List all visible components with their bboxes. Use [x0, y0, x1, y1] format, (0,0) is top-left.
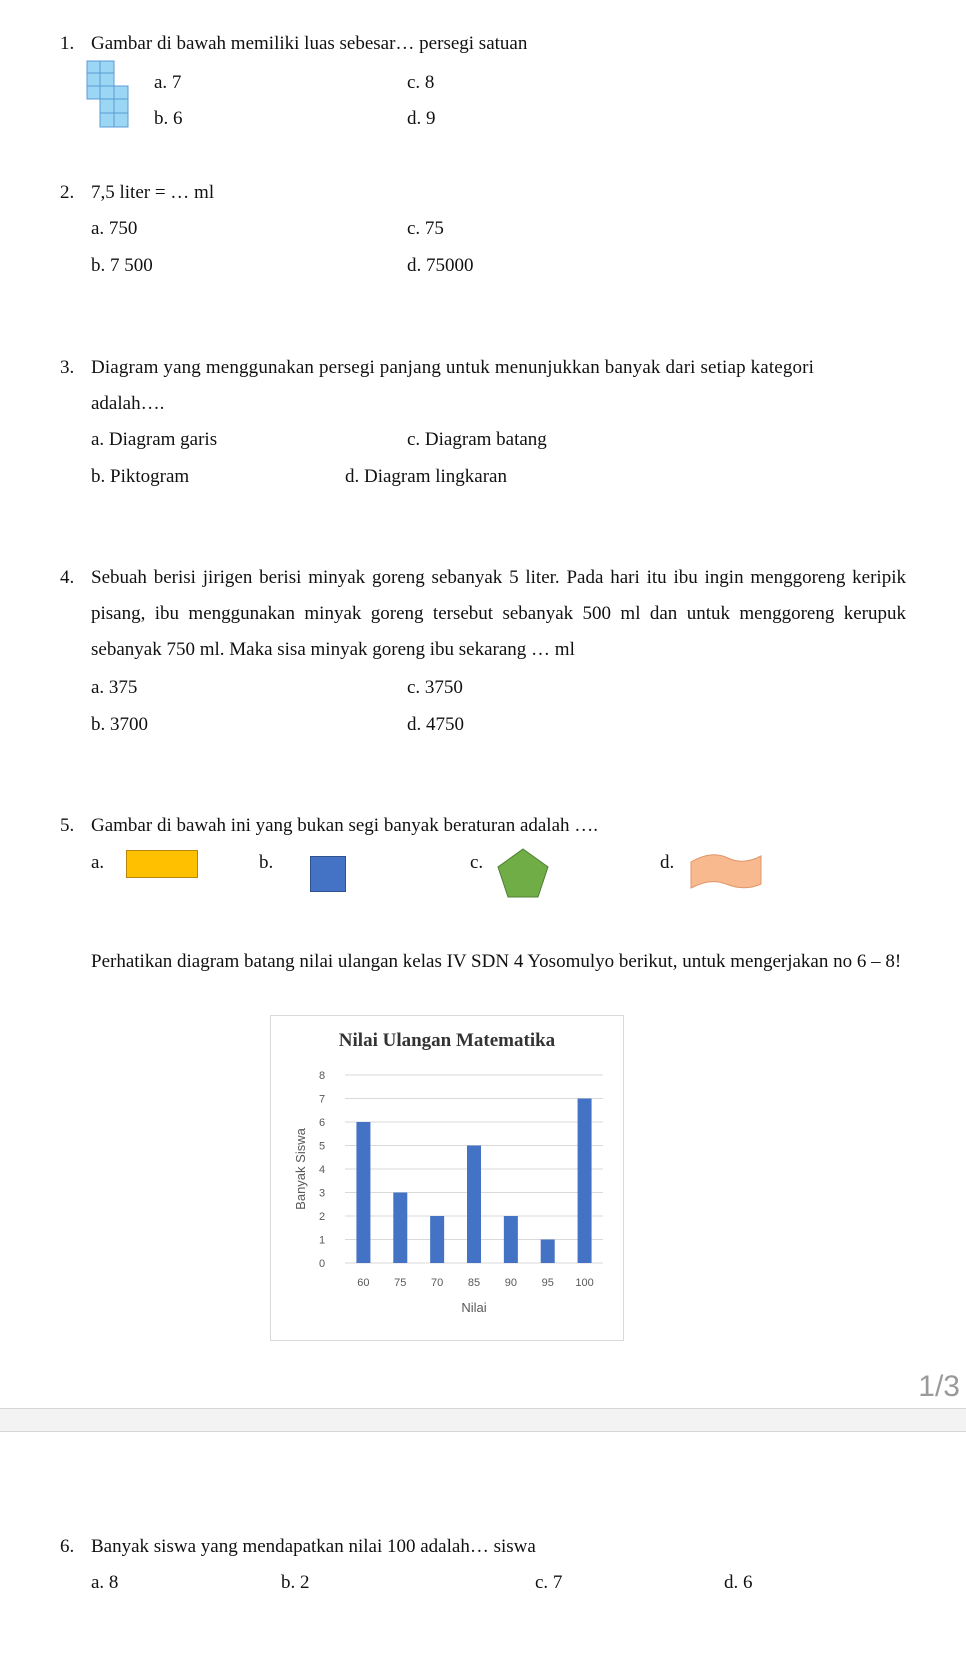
q3-text-line2: adalah….: [91, 393, 165, 414]
q5-pentagon-shape[interactable]: [497, 848, 549, 898]
chart-ytick-label: 7: [318, 1093, 326, 1106]
chart-ytick-label: 1: [318, 1234, 326, 1247]
q6-option-b[interactable]: b. 2: [281, 1572, 310, 1593]
q2-number: 2.: [60, 182, 75, 203]
chart-ytick-label: 8: [318, 1070, 326, 1082]
bar-chart-svg: [271, 1016, 623, 1340]
q1-option-d[interactable]: d. 9: [407, 108, 436, 129]
chart-xtick-label: 100: [575, 1277, 594, 1289]
q4-option-b[interactable]: b. 3700: [91, 714, 148, 735]
chart-xtick-label: 90: [504, 1277, 517, 1289]
chart-ytick-label: 6: [318, 1117, 326, 1129]
q6-text: Banyak siswa yang mendapatkan nilai 100 adalah… siswa: [91, 1536, 536, 1557]
q3-option-c[interactable]: c. Diagram batang: [407, 429, 547, 450]
chart-ytick-label: 5: [318, 1140, 326, 1153]
q6-option-a[interactable]: a. 8: [91, 1572, 119, 1593]
chart-title: Nilai Ulangan Matematika: [338, 1030, 556, 1051]
chart-bar-90: [504, 1216, 518, 1263]
q6-option-d[interactable]: d. 6: [724, 1572, 753, 1593]
q6-option-c[interactable]: c. 7: [535, 1572, 563, 1593]
q1-grid-figure: [86, 60, 134, 140]
chart-bar-75: [393, 1193, 407, 1264]
q5-text: Gambar di bawah ini yang bukan segi banyak beraturan adalah ….: [91, 815, 599, 836]
q4-option-d[interactable]: d. 4750: [407, 714, 464, 735]
q2-option-b[interactable]: b. 7 500: [91, 255, 153, 276]
q5-option-d[interactable]: d.: [660, 852, 675, 873]
q1-option-b[interactable]: b. 6: [154, 108, 183, 129]
q1-number: 1.: [60, 33, 75, 54]
q5-option-b[interactable]: b.: [259, 852, 274, 873]
chart-xtick-label: 75: [394, 1277, 407, 1289]
q3-number: 3.: [60, 357, 75, 378]
page-separator: [0, 1408, 966, 1432]
q6-number: 6.: [60, 1536, 75, 1557]
page-indicator: 1/3: [918, 1370, 960, 1403]
chart-xtick-label: 70: [431, 1277, 444, 1289]
q2-option-c[interactable]: c. 75: [407, 218, 444, 239]
chart-ytick-label: 0: [318, 1258, 326, 1270]
q5-wave-shape[interactable]: [690, 852, 762, 892]
q3-option-b[interactable]: b. Piktogram: [91, 466, 190, 487]
chart-bar-100: [578, 1099, 592, 1264]
q5-rectangle-shape[interactable]: [126, 850, 198, 878]
q5-option-a[interactable]: a.: [91, 852, 105, 873]
q1-text: Gambar di bawah memiliki luas sebesar… persegi satuan: [91, 33, 528, 54]
chart-ytick-label: 4: [318, 1164, 326, 1176]
chart-instruction: Perhatikan diagram batang nilai ulangan kelas IV SDN 4 Yosomulyo berikut, untuk mengerjakan no 6 – 8!: [91, 951, 902, 972]
chart-bar-70: [430, 1216, 444, 1263]
q2-option-a[interactable]: a. 750: [91, 218, 138, 239]
chart-xtick-label: 85: [467, 1277, 481, 1289]
chart-xtick-label: 60: [357, 1277, 370, 1289]
q3-text-line1: Diagram yang menggunakan persegi panjang untuk menunjukkan banyak dari setiap kategori: [91, 357, 815, 378]
q5-number: 5.: [60, 815, 75, 836]
q4-option-a[interactable]: a. 375: [91, 677, 138, 698]
q3-option-a[interactable]: a. Diagram garis: [91, 429, 218, 450]
q4-text: Sebuah berisi jirigen berisi minyak goreng sebanyak 5 liter. Pada hari itu ibu ingin menggoreng keripik pisang, ibu menggunakan minyak goreng tersebut sebanyak 500 ml dan untuk menggoreng kerupuk sebanyak 750 ml. Maka sisa minyak goreng ibu sekarang … ml: [91, 567, 906, 660]
q3-option-d[interactable]: d. Diagram lingkaran: [345, 466, 507, 487]
q2-text: 7,5 liter = … ml: [91, 182, 215, 203]
q4-option-c[interactable]: c. 3750: [407, 677, 463, 698]
chart-ytick-label: 3: [318, 1187, 326, 1200]
q2-option-d[interactable]: d. 75000: [407, 255, 474, 276]
q5-square-shape[interactable]: [310, 856, 346, 892]
chart-xlabel: Nilai: [461, 1300, 487, 1315]
bar-chart: [270, 1015, 624, 1341]
chart-ytick-label: 2: [318, 1211, 326, 1223]
q1-option-c[interactable]: c. 8: [407, 72, 435, 93]
chart-ylabel: Banyak Siswa: [293, 1128, 308, 1210]
q5-option-c[interactable]: c.: [470, 852, 484, 873]
chart-bar-95: [541, 1240, 555, 1264]
chart-bar-60: [356, 1122, 370, 1263]
q4-number: 4.: [60, 567, 75, 588]
q1-option-a[interactable]: a. 7: [154, 72, 182, 93]
chart-xtick-label: 95: [541, 1277, 554, 1289]
chart-bar-85: [467, 1146, 481, 1264]
